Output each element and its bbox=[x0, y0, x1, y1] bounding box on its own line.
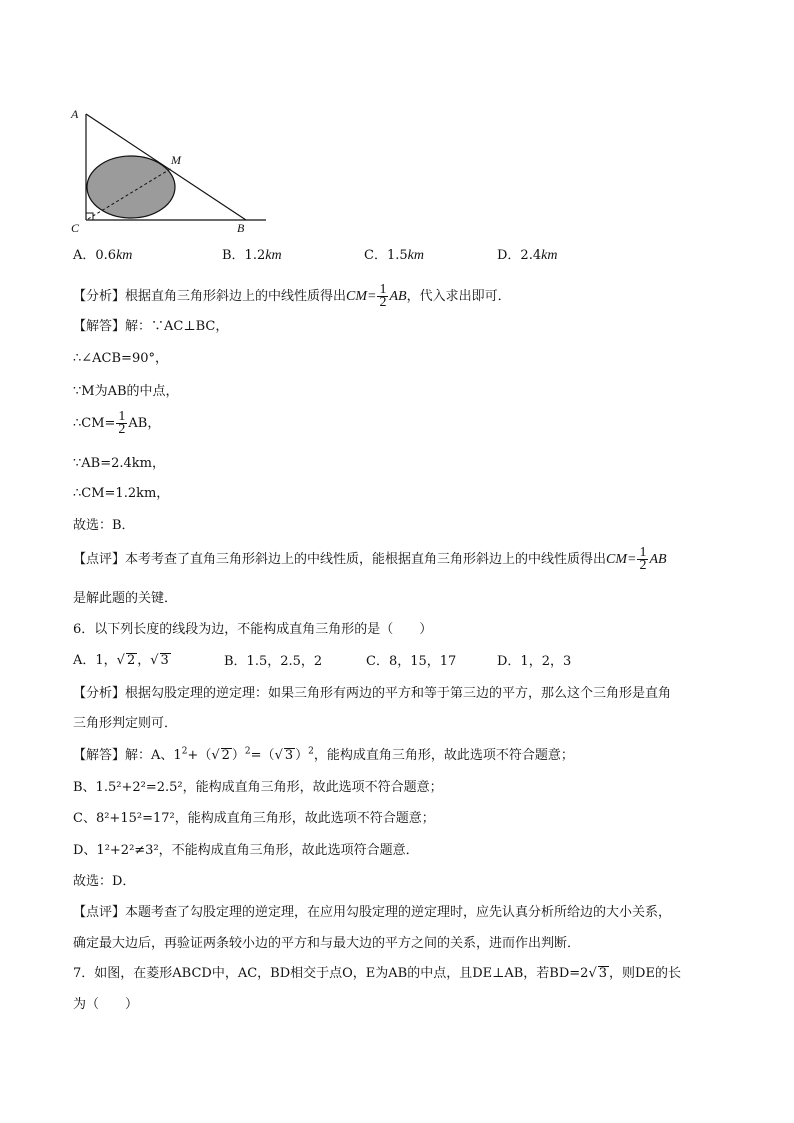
q5-solution-line-1: 【解答】解：∵AC⊥BC， bbox=[73, 319, 229, 334]
right-triangle-figure bbox=[68, 102, 278, 237]
label-a: A bbox=[71, 107, 79, 121]
label-c: C bbox=[71, 221, 80, 235]
fraction-half: $\frac{1}{2}$ bbox=[118, 409, 126, 437]
label-m: M bbox=[171, 153, 181, 167]
q6-solution-d: D、1²+2²≠3²，不能构成直角三角形，故此选项符合题意． bbox=[73, 843, 419, 858]
q6-option-a: A．1，√ 2 ，√ 3 bbox=[73, 653, 169, 668]
q5-analysis: 【分析】根据直角三角形斜边上的中线性质得出CM= $\frac{1}{2}$ AB，代入求出即可． bbox=[73, 282, 511, 310]
q7-stem-line-2: 为（ ） bbox=[73, 997, 139, 1012]
q5-solution-line-5: ∵AB=2.4km， bbox=[73, 456, 165, 471]
q6-option-d: D．1，2，3 bbox=[497, 654, 572, 669]
q7-stem-line-1: 7．如图，在菱形ABCD中，AC，BD相交于点O，E为AB的中点，且DE⊥AB，若BD=2√ 3 ，则DE的长 bbox=[73, 966, 681, 981]
q5-solution-line-3: ∵M为AB的中点， bbox=[73, 384, 179, 399]
q6-option-b: B．1.5，2.5，2 bbox=[224, 654, 323, 669]
q5-solution-line-4: ∴CM= $\frac{1}{2}$ AB， bbox=[73, 409, 161, 437]
q5-solution-line-2: ∴∠ACB=90°， bbox=[73, 351, 168, 366]
q6-comment-line-2: 确定最大边后，再验证两条较小边的平方和与最大边的平方之间的关系，进而作出判断． bbox=[73, 936, 581, 951]
fraction-half: $\frac{1}{2}$ bbox=[639, 545, 647, 573]
q5-option-c: C．1.5km bbox=[364, 248, 424, 263]
label-b: B bbox=[237, 221, 245, 235]
q6-option-c: C．8，15，17 bbox=[366, 654, 457, 669]
q6-analysis-line-2: 三角形判定则可． bbox=[73, 716, 178, 731]
q6-choose: 故选：D． bbox=[73, 874, 136, 889]
q6-solution-b: B、1.5²+2²=2.5²，能构成直角三角形，故此选项不符合题意； bbox=[73, 780, 443, 795]
q5-option-d: D．2.4km bbox=[497, 248, 558, 263]
q6-analysis-line-1: 【分析】根据勾股定理的逆定理：如果三角形有两边的平方和等于第三边的平方，那么这个三角形是直角 bbox=[73, 686, 672, 701]
q5-comment-line-1: 【点评】本考考查了直角三角形斜边上的中线性质，能根据直角三角形斜边上的中线性质得出CM= $\frac{1}{2}$ AB bbox=[73, 545, 667, 573]
fraction-half: $\frac{1}{2}$ bbox=[379, 282, 387, 310]
q6-stem: 6．以下列长度的线段为边，不能构成直角三角形的是（ ） bbox=[73, 622, 433, 637]
q6-solution-a: 【解答】解：A、$1^2+(√$ 2 ）$^2$=（√ 3 ）$^2$，能构成直角三角形，故此选项不符合题意； bbox=[73, 746, 574, 763]
q5-option-a: A．0.6km bbox=[73, 248, 133, 263]
q5-solution-line-6: ∴CM=1.2km， bbox=[73, 486, 170, 501]
q5-choose: 故选：B． bbox=[73, 518, 135, 533]
q5-option-b: B．1.2km bbox=[222, 248, 282, 263]
q5-comment-line-2: 是解此题的关键． bbox=[73, 591, 178, 606]
q6-comment-line-1: 【点评】本题考查了勾股定理的逆定理，在应用勾股定理的逆定理时，应先认真分析所给边的大小关系， bbox=[73, 905, 672, 920]
shaded-lake bbox=[87, 156, 175, 218]
right-angle-mark bbox=[86, 213, 93, 220]
q6-solution-c: C、8²+15²=17²，能构成直角三角形，故此选项不符合题意； bbox=[73, 811, 435, 826]
